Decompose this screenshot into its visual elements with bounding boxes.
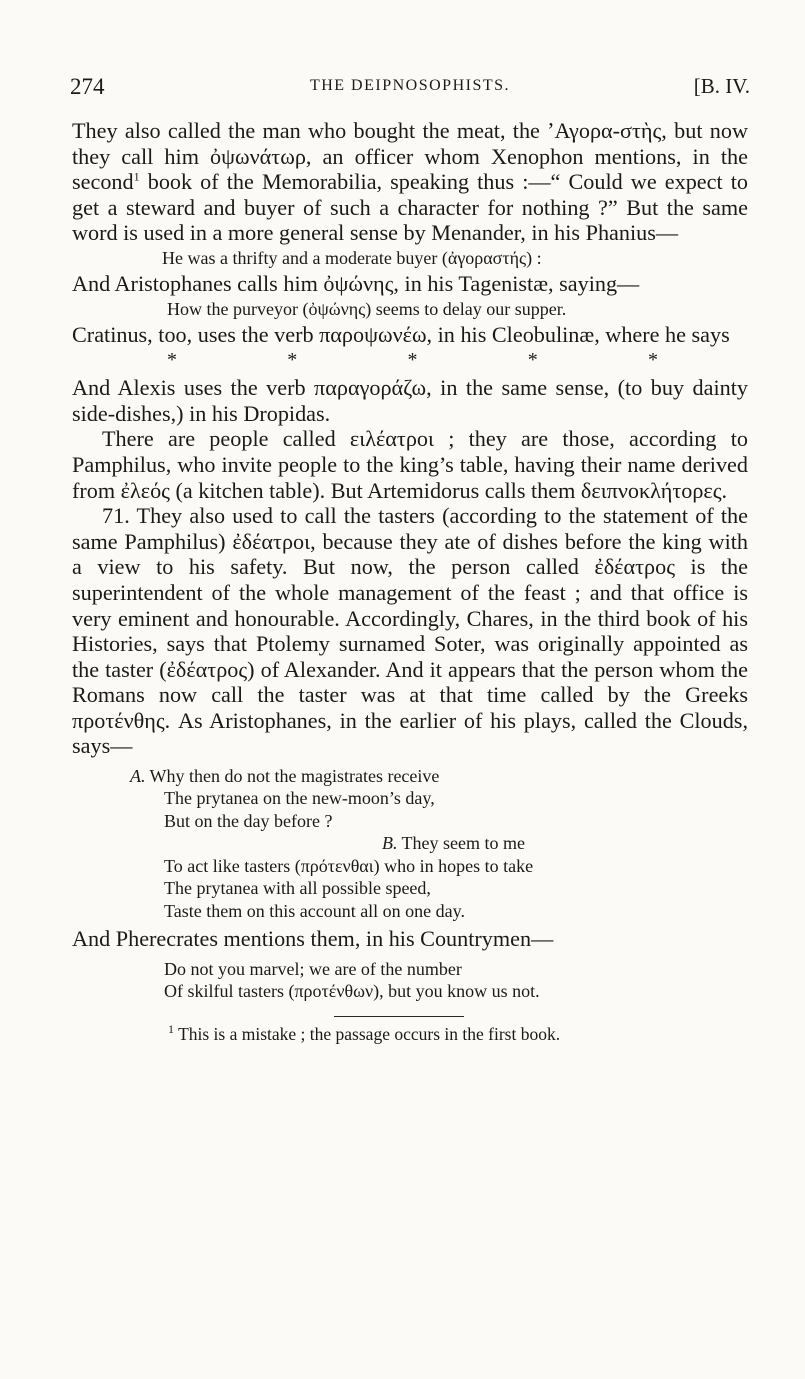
lacuna-star: * [287,349,298,372]
paragraph-71: 71. They also used to call the tasters (according to the statement of the same Pamphilus) ἐδέατροι, because they ate of dishes before the king with a view to his safety. But now, the person called ἐδέατρος is the superintendent of the whole management of the feast ; and that office is very eminent and honourable. Accordingly, Chares, in the third book of his Histories, says that Ptolemy surnamed Soter, was originally appointed as the taster (ἐδέατρος) of Alexander. And it appears that the person whom the Romans now call the taster was at that time called by the Greeks προτένθης. As Aristophanes, in the earlier of his plays, called the Clouds, says— [72,503,748,759]
verse-menander [72,247,748,270]
lacuna-star: * [167,349,177,372]
paragraph-pherecrates: And Pherecrates mentions them, in his Countrymen— [72,925,554,951]
paragraph-opening [72,118,748,246]
paragraph-alexis: And Alexis uses the verb παραγοράζω, in the same sense, (to buy dainty side-dishes,) in his Dropidas. [72,375,748,426]
verse-tagenistae [72,298,748,321]
verse-line: Of skilful tasters (προτένθων), but you know us not. [164,980,540,1001]
dialogue-line: B. They seem to me [382,833,525,854]
footnote-marker: 1 [168,1022,174,1037]
verse-line: Do not you marvel; we are of the number [164,958,462,979]
dialogue-line: A. Why then do not the magistrates receive [130,766,440,787]
paragraph-eileatroi: There are people called ειλέατροι ; they are those, according to Pamphilus, who invite people to the king’s table, having their name derived from ἐλεός (a kitchen table). But Artemidorus calls them δειπνοκλήτορες. [72,426,748,503]
verse-clouds [72,765,748,922]
footnote-reference: 1 [133,169,140,184]
running-head: THE DEIPNOSOPHISTS. [309,77,511,94]
dialogue-line: The prytanea on the new-moon’s day, [164,788,435,809]
paragraph-opening-part2: book of the Memorabilia, speaking thus :—“ Could we expect to get a steward and buyer of such a character for nothing ?” But the same word is used in a more general sense by Menander, in his Phanius— [72,169,749,246]
page-number: 274 [70,74,105,99]
book-reference: [B. IV. [693,74,750,98]
dialogue-line: To act like tasters (πρότενθαι) who in hopes to take [164,855,534,876]
lacuna-star: * [407,349,418,372]
lacuna-star: * [648,349,658,372]
paragraph-cratinus: Cratinus, too, uses the verb παροψωνέω, in his Cleobulinæ, where he says [72,321,730,347]
speaker-b: B. [382,833,398,854]
dialogue-line: The prytanea with all possible speed, [164,878,431,899]
dialogue-line: But on the day before ? [164,810,333,831]
verse-countrymen [72,958,748,1003]
dialogue-line: Taste them on this account all on one day. [164,900,465,921]
verse-line: How the purveyor (ὀψώνης) seems to delay our supper. [167,298,567,319]
footnote [72,1023,748,1045]
paragraph-opening-part1: They also called the man who bought the meat, the ʼΑγορα-στὴς, but now they call him ὀψωνάτωρ, an officer whom Xenophon mentions, in the second [72,118,748,195]
body-text [72,118,748,1045]
footnote-rule [334,1016,464,1017]
speaker-a: A. [130,766,146,787]
paragraph-aristophanes: And Aristophanes calls him ὀψώνης, in his Tagenistæ, saying— [72,270,640,296]
verse-line: He was a thrifty and a moderate buyer (ἀγοραστής) : [162,247,542,268]
page-header [70,74,750,104]
footnote-text: This is a mistake ; the passage occurs in the first book. [178,1024,561,1045]
lacuna-star: * [527,349,538,372]
lacuna-stars [72,349,748,371]
